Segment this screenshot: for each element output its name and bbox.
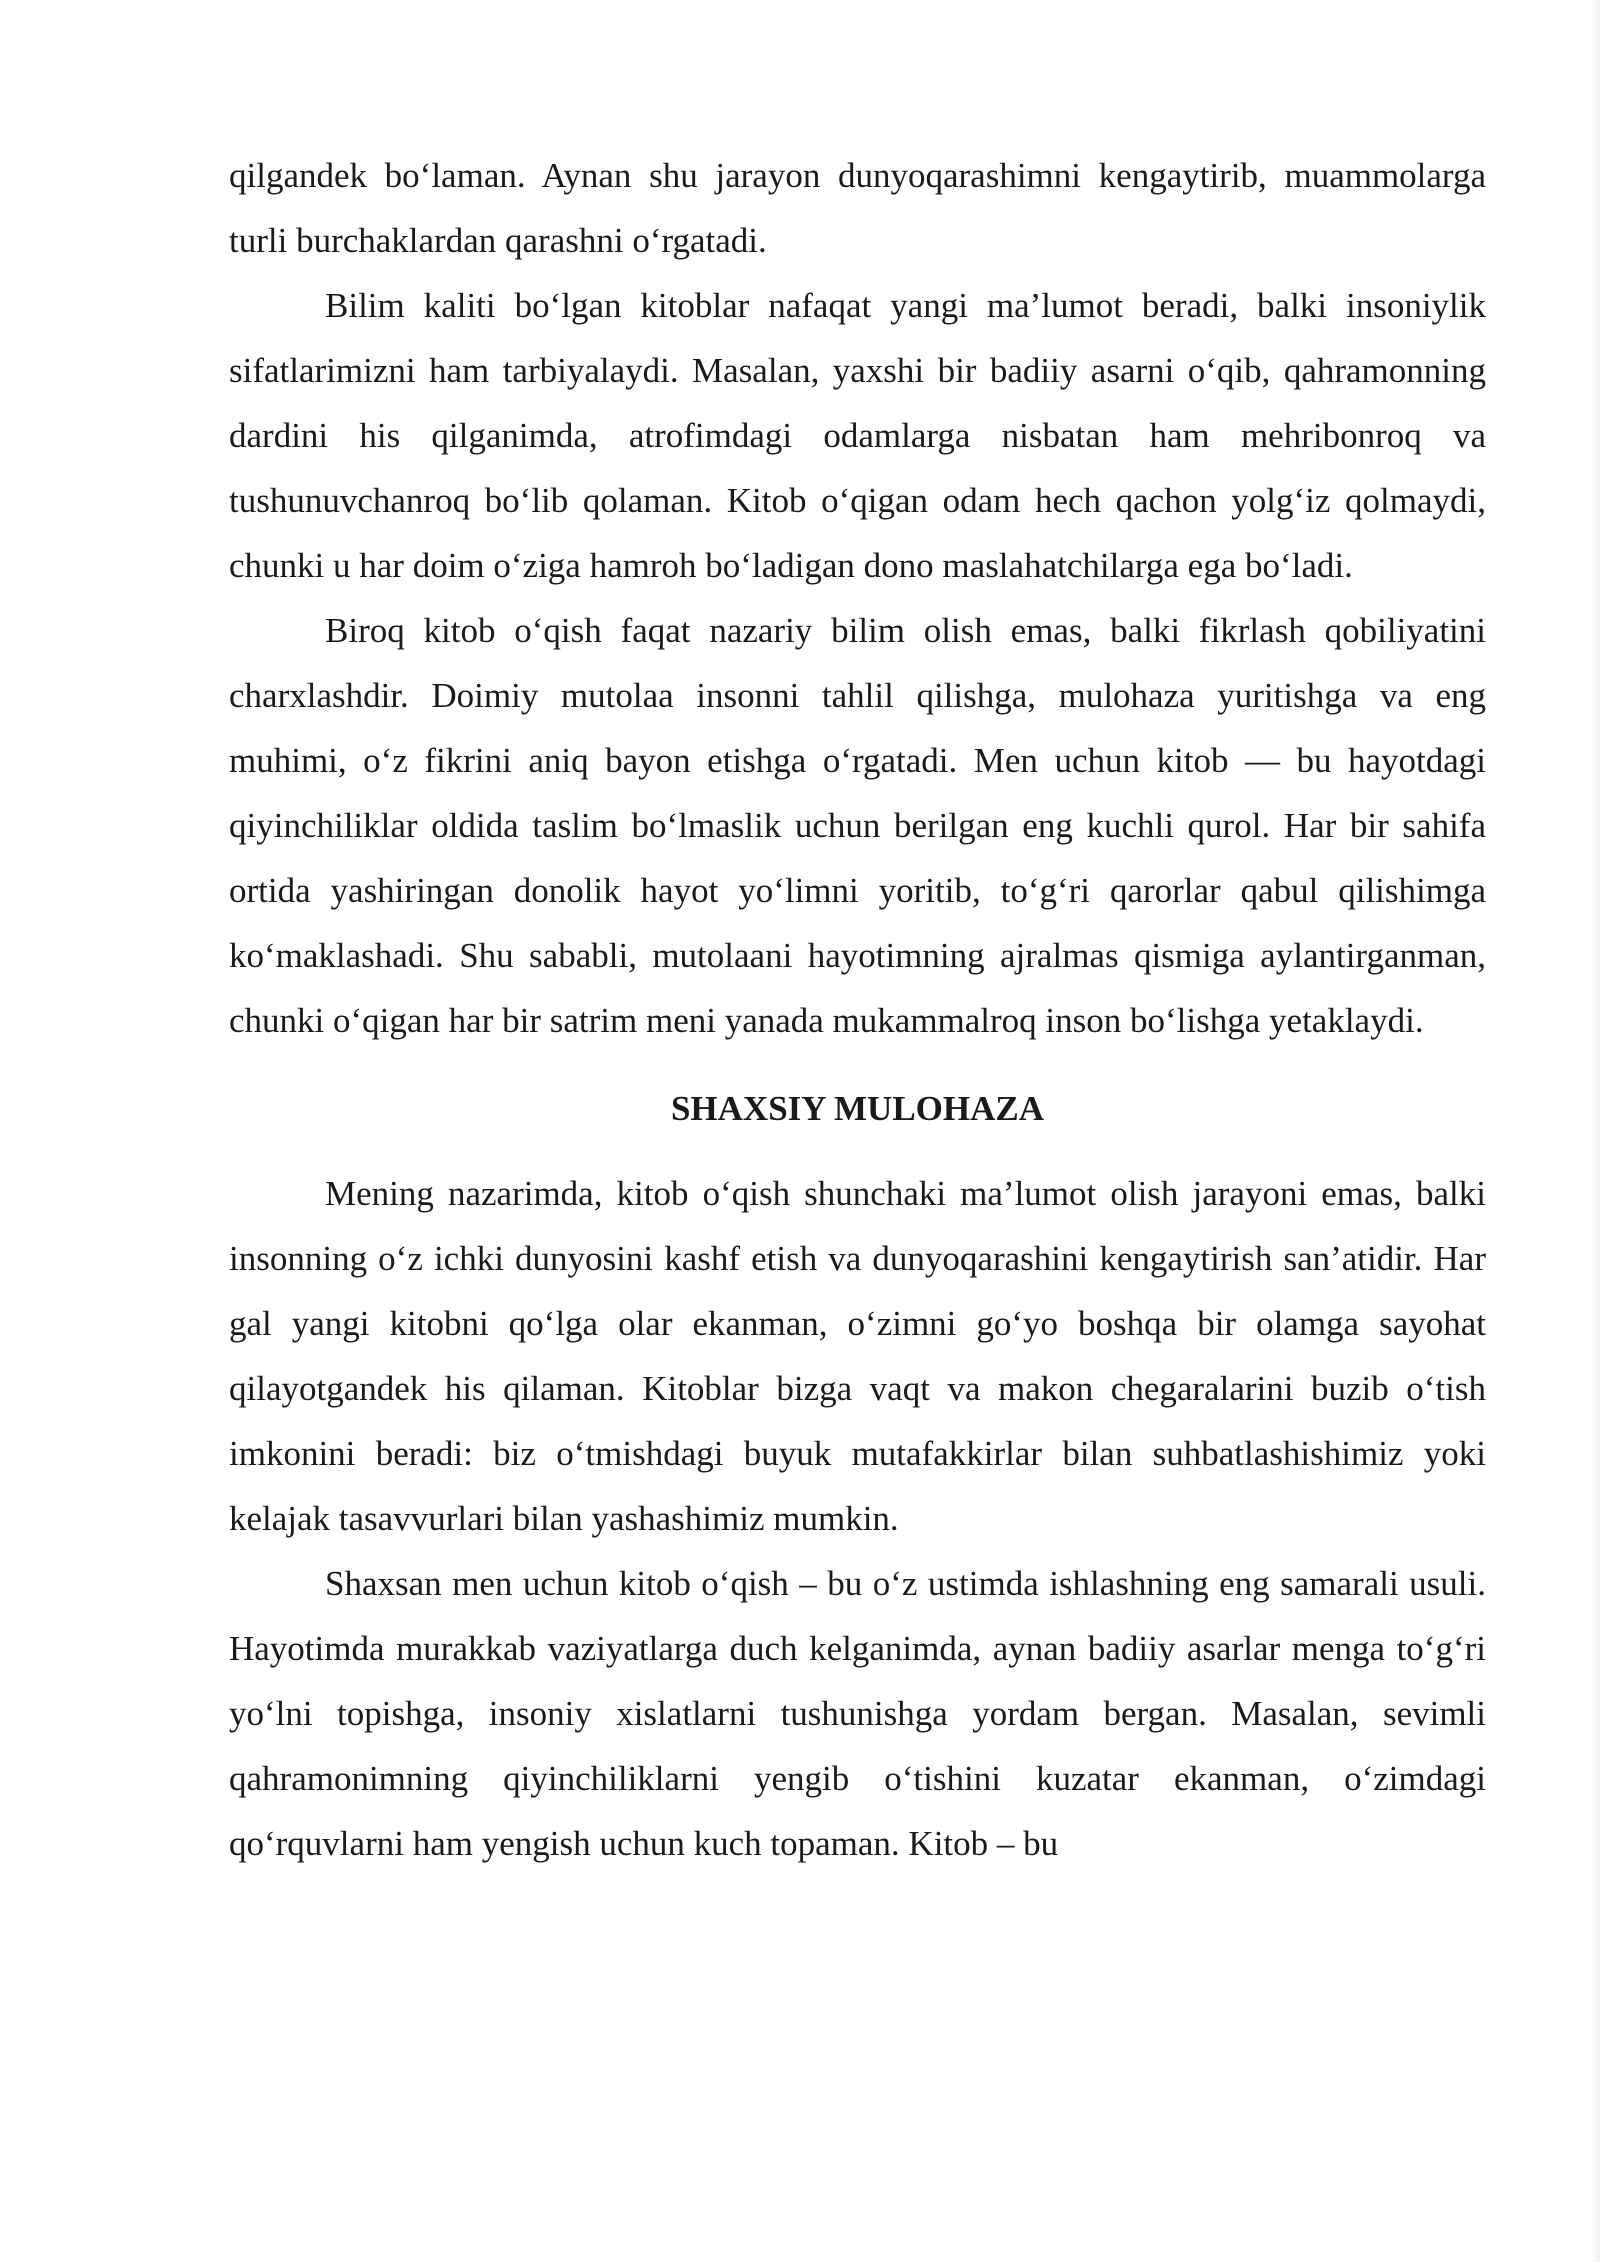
document-body [229,143,1486,1876]
paragraph-continuation: qilgandek bo‘laman. Aynan shu jarayon dunyoqarashimni kengaytirib, muammolarga turli burchaklardan qarashni o‘rgatadi. [229,156,1486,260]
paragraph-knowledge-key: Bilim kaliti bo‘lgan kitoblar nafaqat yangi ma’lumot beradi, balki insoniylik sifatlarimizni ham tarbiyalaydi. Masalan, yaxshi bir badiiy asarni o‘qib, qahramonning dardini his qilganimda, atrofimdagi odamlarga nisbatan ham mehribonroq va tushunuvchanroq bo‘lib qolaman. Kitob o‘qigan odam hech qachon yolg‘iz qolmaydi, chunki u har doim o‘ziga hamroh bo‘ladigan dono maslahatchilarga ega bo‘ladi. [229,286,1486,585]
paragraph-critical-thinking: Biroq kitob o‘qish faqat nazariy bilim olish emas, balki fikrlash qobiliyatini charxlashdir. Doimiy mutolaa insonni tahlil qilishga, mulohaza yuritishga va eng muhimi, o‘z fikrini aniq bayon etishga o‘rgatadi. Men uchun kitob — bu hayotdagi qiyinchiliklar oldida taslim bo‘lmaslik uchun berilgan eng kuchli qurol. Har bir sahifa ortida yashiringan donolik hayot yo‘limni yoritib, to‘g‘ri qarorlar qabul qilishimga ko‘maklashadi. Shu sababli, mutolaani hayotimning ajralmas qismiga aylantirganman, chunki o‘qigan har bir satrim meni yanada mukammalroq inson bo‘lishga yetaklaydi. [229,611,1486,1040]
page-edge-shadow [1590,0,1600,2262]
section-heading: SHAXSIY MULOHAZA [670,1089,1045,1128]
paragraph-personal-view: Mening nazarimda, kitob o‘qish shunchaki ma’lumot olish jarayoni emas, balki insonning o‘z ichki dunyosini kashf etish va dunyoqarashini kengaytirish san’atidir. Har gal yangi kitobni qo‘lga olar ekanman, o‘zimni go‘yo boshqa bir olamga sayohat qilayotgandek his qilaman. Kitoblar bizga vaqt va makon chegaralarini buzib o‘tish imkonini beradi: biz o‘tmishdagi buyuk mutafakkirlar bilan suhbatlashishimiz yoki kelajak tasavvurlari bilan yashashimiz mumkin. [229,1174,1486,1538]
paragraph-self-improvement: Shaxsan men uchun kitob o‘qish – bu o‘z ustimda ishlashning eng samarali usuli. Hayotimda murakkab vaziyatlarga duch kelganimda, aynan badiiy asarlar menga to‘g‘ri yo‘lni topishga, insoniy xislatlarni tushunishga yordam bergan. Masalan, sevimli qahramonimning qiyinchiliklarni yengib o‘tishini kuzatar ekanman, o‘zimdagi qo‘rquvlarni ham yengish uchun kuch topaman. Kitob – bu [229,1564,1486,1863]
